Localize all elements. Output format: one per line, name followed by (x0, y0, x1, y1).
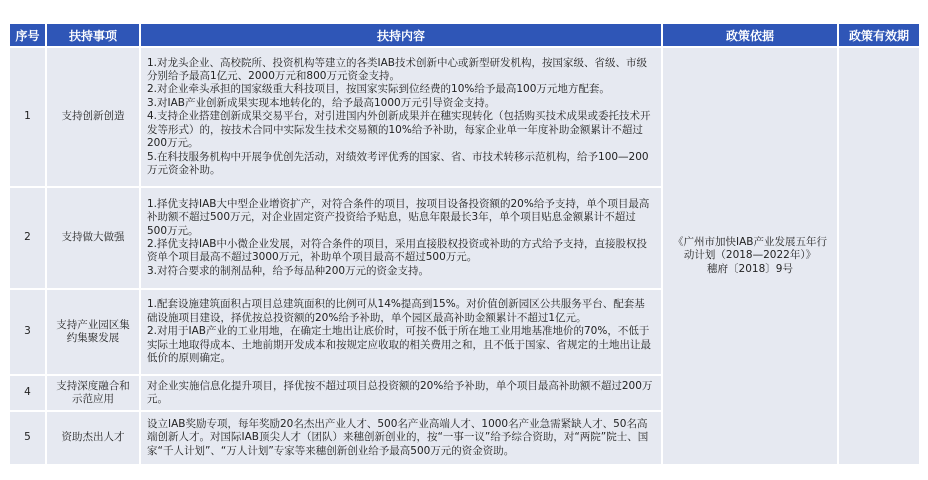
row-content (141, 412, 661, 464)
row-no: 3 (10, 290, 45, 374)
content-line: 设立IAB奖励专项，每年奖励20名杰出产业人才、500名产业高端人才、1000名产业急需紧缺人才、50名高端创新人才。对国际IAB顶尖人才（团队）来穗创新创业的，按“一事一议”给予综合资助，对“两院”院士、国家“千人计划”、“万人计划”专家等来穗创新创业给予最高500万元的资金资助。 (147, 417, 649, 457)
content-line: 4.支持企业搭建创新成果交易平台，对引进国内外创新成果并在穗实现转化（包括购买技术成果或委托技术开发等形式）的，按技术合同中实际发生技术交易额的10%给予补助，每家企业单一年度补助金额累计不超过200万元。 (147, 110, 651, 150)
content-line: 2.对用于IAB产业的工业用地，在确定土地出让底价时，可按不低于所在地工业用地基准地价的70%，不低于实际土地取得成本、土地前期开发成本和按规定应收取的相关费用之和，且不低于国家、省规定的土地出让最低价的原则确定。 (147, 325, 651, 365)
policy-validity-cell (839, 48, 919, 464)
row-content (141, 290, 661, 374)
row-item: 资助杰出人才 (47, 412, 139, 464)
header-content: 扶持内容 (141, 24, 661, 46)
header-item: 扶持事项 (47, 24, 139, 46)
row-no: 5 (10, 412, 45, 464)
content-line: 对企业实施信息化提升项目，择优按不超过项目总投资额的20%给予补助，单个项目最高补助额不超过200万元。 (147, 379, 653, 405)
header-basis: 政策依据 (663, 24, 837, 46)
content-line: 3.对IAB产业创新成果实现本地转化的，给予最高1000万元引导资金支持。 (147, 96, 496, 109)
row-item: 支持做大做强 (47, 188, 139, 288)
row-item: 支持深度融合和示范应用 (47, 376, 139, 410)
policy-basis-cell (663, 48, 837, 464)
row-no: 2 (10, 188, 45, 288)
content-line: 1.配套设施建筑面积占项目总建筑面积的比例可从14%提高到15%。对价值创新园区公共服务平台、配套基础设施项目建设，择优按总投资额的20%给予补助，单个园区最高补助金额累计不超过1亿元。 (147, 298, 645, 324)
policy-table (8, 22, 921, 466)
content-line: 2.择优支持IAB中小微企业发展，对符合条件的项目，采用直接股权投资或补助的方式给予支持，直接股权投资单个项目最高不超过3000万元，补助单个项目最高不超过500万元。 (147, 238, 647, 264)
content-line: 2.对企业牵头承担的国家级重大科技项目，按国家实际到位经费的10%给予最高100万元地方配套。 (147, 83, 610, 96)
header-validity: 政策有效期 (839, 24, 919, 46)
row-content (141, 48, 661, 186)
row-item: 支持产业园区集约集聚发展 (47, 290, 139, 374)
header-no: 序号 (10, 24, 45, 46)
row-content (141, 188, 661, 288)
policy-basis-doc-no: 穗府〔2018〕9号 (707, 262, 793, 275)
content-line: 5.在科技服务机构中开展争优创先活动，对绩效考评优秀的国家、省、市技术转移示范机构，给予100—200万元资金补助。 (147, 150, 649, 176)
row-no: 4 (10, 376, 45, 410)
row-item: 支持创新创造 (47, 48, 139, 186)
content-line: 1.对龙头企业、高校院所、投资机构等建立的各类IAB技术创新中心或新型研发机构，按国家级、省级、市级分别给予最高1亿元、2000万元和800万元资金支持。 (147, 56, 647, 83)
content-line: 3.对符合要求的制剂品种，给予每品种200万元的资金支持。 (147, 264, 430, 277)
table-header-row (10, 24, 919, 46)
row-content (141, 376, 661, 410)
table-row (10, 48, 919, 186)
content-line: 1.择优支持IAB大中型企业增资扩产，对符合条件的项目，按项目设备投资额的20%给予支持，单个项目最高补助额不超过500万元，对企业固定资产投资给予贴息，贴息年限最长3年，单个项目贴息金额累计不超过500万元。 (147, 197, 650, 237)
row-no: 1 (10, 48, 45, 186)
policy-basis-title: 《广州市加快IAB产业发展五年行动计划（2018—2022年）》 (673, 235, 827, 262)
